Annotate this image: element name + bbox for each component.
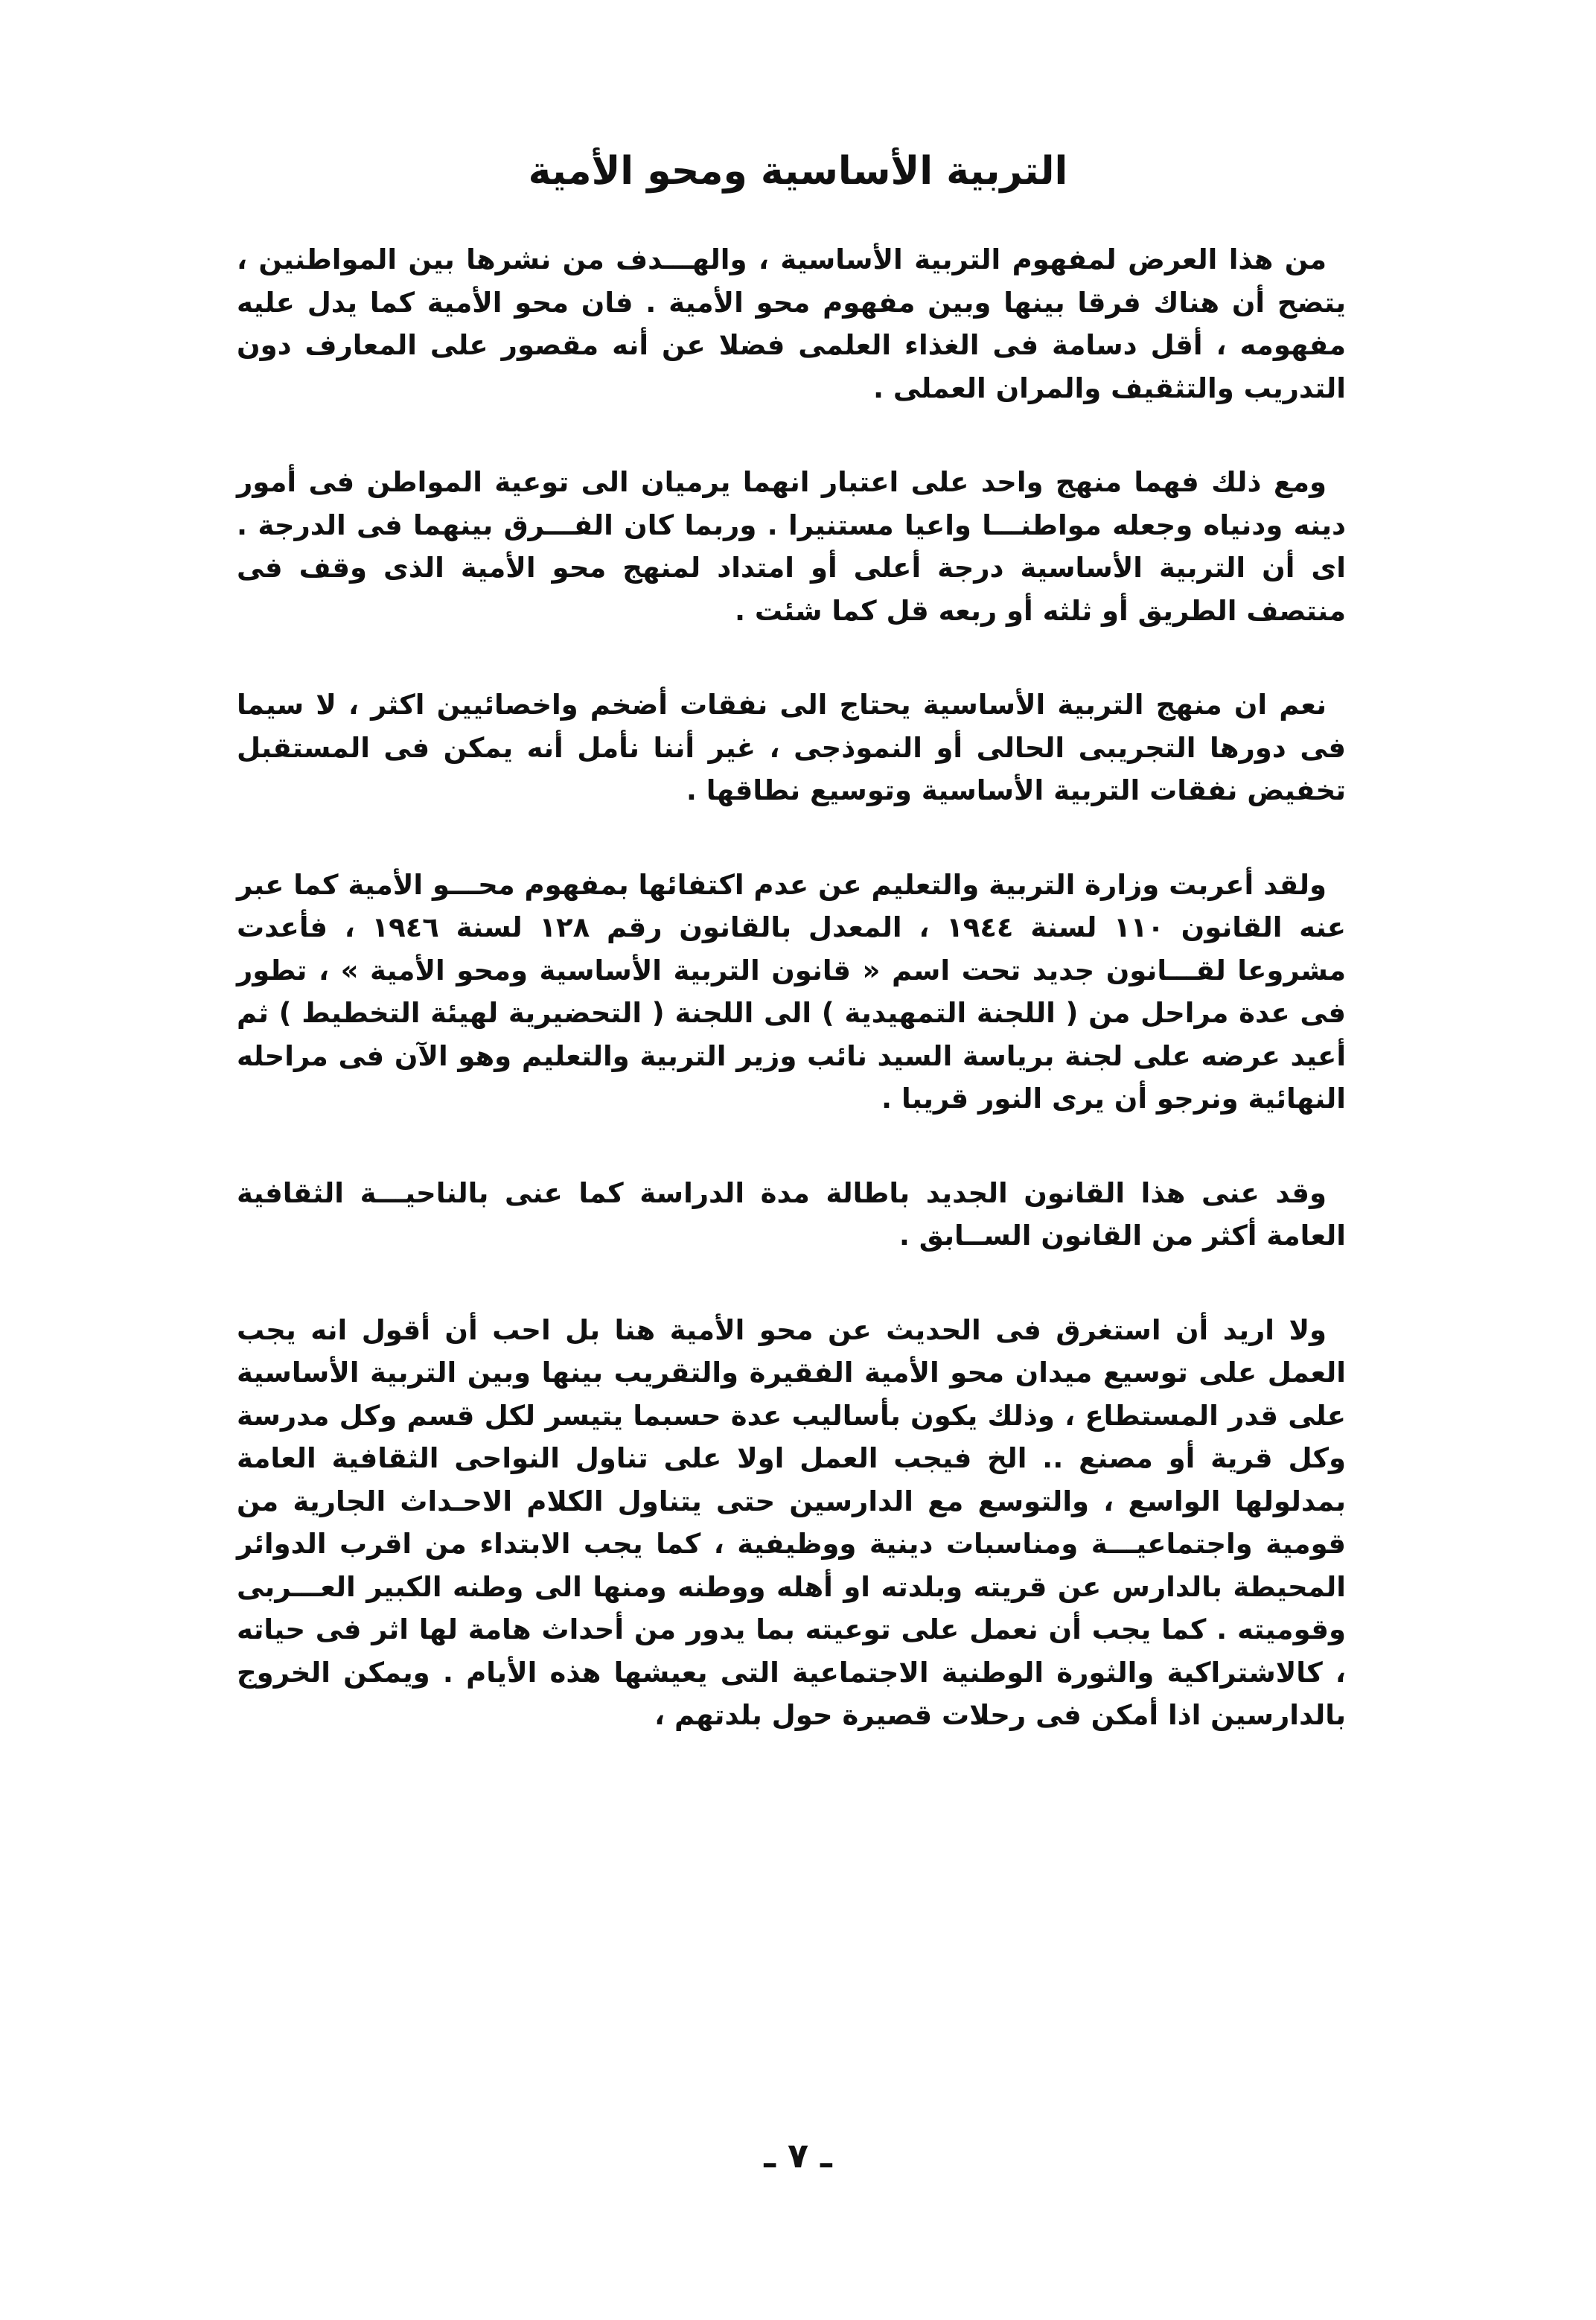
paragraph-3: نعم ان منهج التربية الأساسية يحتاج الى نفقات أضخم واخصائيين اكثر ، لا سيما فى دورها التجريبى الحالى أو النموذجى ، غير أننا نأمل أنه يمكن فى المستقبل تخفيض نفقات التربية الأساسية وتوسيع نطاقها .: [237, 689, 1346, 806]
paragraph-4: ولقد أعربت وزارة التربية والتعليم عن عدم اكتفائها بمفهوم محـــو الأمية كما عبر عنه القانون ١١٠ لسنة ١٩٤٤ ، المعدل بالقانون رقم ١٢٨ لسنة ١٩٤٦ ، فأعدت مشروعا لقـــانون جديد تحت اسم « قانون التربية الأساسية ومحو الأمية » ، تطور فى عدة مراحل من ( اللجنة التمهيدية ) الى اللجنة ( التحضيرية لهيئة التخطيط ) ثم أعيد عرضه على لجنة برياسة السيد نائب وزير التربية والتعليم وهو الآن فى مراحله النهائية ونرجو أن يرى النور قريبا .: [237, 868, 1346, 1115]
paragraph-6: ولا اريد أن استغرق فى الحديث عن محو الأمية هنا بل احب أن أقول انه يجب العمل على توسيع ميدان محو الأمية الفقيرة والتقريب بينها وبين التربية الأساسية على قدر المستطاع ، وذلك يكون بأساليب عدة حسبما يتيسر لكل قسم وكل مدرسة وكل قرية أو مصنع .. الخ فيجب العمل اولا على تناول النواحى الثقافية العامة بمدلولها الواسع ، والتوسع مع الدارسين حتى يتناول الكلام الاحـداث الجارية من قومية واجتماعيـــة ومناسبات دينية ووظيفية ، كما يجب الابتداء من اقرب الدوائر المحيطة بالدارس عن قريته وبلدته او أهله ووطنه ومنها الى وطنه الكبير العـــربى وقوميته . كما يجب أن نعمل على توعيته بما يدور من أحداث هامة لها اثر فى حياته ، كالاشتراكية والثورة الوطنية الاجتماعية التى يعيشها هذه الأيام . ويمكن الخروج بالدارسين اذا أمكن فى رحلات قصيرة حول بلدتهم ،: [237, 1313, 1346, 1731]
page-title: التربية الأساسية ومحو الأمية: [528, 149, 1068, 194]
page-number: ـ ٧ ـ: [764, 2135, 832, 2176]
paragraph-1: من هذا العرض لمفهوم التربية الأساسية ، والهـــدف من نشرها بين المواطنين ، يتضح أن هناك فرقا بينها وبين مفهوم محو الأمية . فان محو الأمية كما يدل عليه مفهومه ، أقل دسامة فى الغذاء العلمى فضلا عن أنه مقصور على المعارف دون التدريب والتثقيف والمران العملى .: [237, 243, 1346, 404]
paragraph-5: وقد عنى هذا القانون الجديد باطالة مدة الدراسة كما عنى بالناحيـــة الثقافية العامة أكثر من القانون الســابق .: [237, 1176, 1346, 1252]
paragraph-2: ومع ذلك فهما منهج واحد على اعتبار انهما يرميان الى توعية المواطن فى أمور دينه ودنياه وجعله مواطنـــا واعيا مستنيرا . وربما كان الفـــرق بينهما فى الدرجة . اى أن التربية الأساسية درجة أعلى أو امتداد لمنهج محو الأمية الذى وقف فى منتصف الطريق أو ثلثه أو ربعه قل كما شئت .: [237, 466, 1346, 627]
body-text: [237, 238, 1346, 1788]
